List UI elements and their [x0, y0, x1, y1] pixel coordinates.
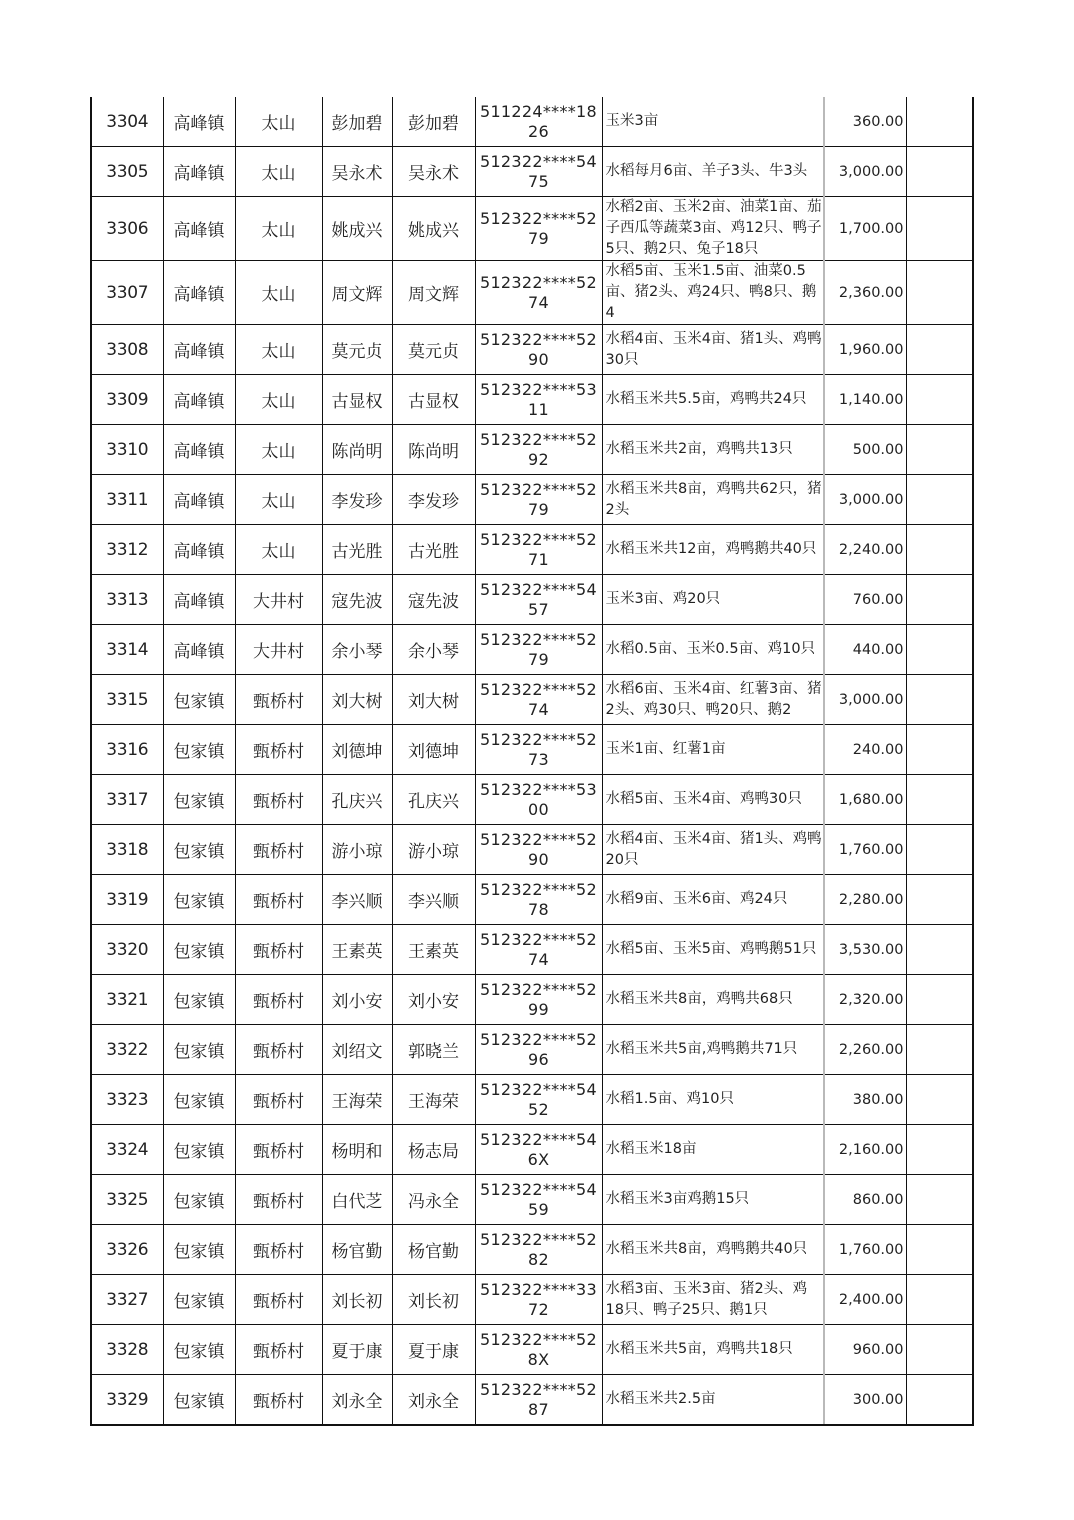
amount-cell: 2,260.00 [824, 1025, 906, 1075]
description-cell [602, 1275, 824, 1325]
table-row [91, 775, 973, 825]
blank-cell [906, 1275, 973, 1325]
village-cell: 甄桥村 [235, 1175, 322, 1225]
blank-cell [906, 575, 973, 625]
serial-number-cell: 3316 [91, 725, 163, 775]
description-text: 水稻3亩、玉米3亩、猪2头、鸡18只、鸭子25只、鹅1只 [605, 1280, 808, 1318]
id-number-cell: 512322****5274 [475, 261, 602, 325]
town-cell: 高峰镇 [163, 147, 235, 197]
village-cell: 太山 [235, 197, 322, 261]
description-cell [602, 575, 824, 625]
village-cell: 甄桥村 [235, 1325, 322, 1375]
id-number-cell: 512322****5278 [475, 875, 602, 925]
description-text: 水稻5亩、玉米5亩、鸡鸭鹅51只 [605, 941, 817, 957]
town-cell: 高峰镇 [163, 375, 235, 425]
id-number-cell: 512322****5282 [475, 1225, 602, 1275]
amount-cell: 360.00 [824, 97, 906, 147]
id-number-cell: 512322****528X [475, 1325, 602, 1375]
serial-number-cell: 3329 [91, 1375, 163, 1426]
description-text: 水稻9亩、玉米6亩、鸡24只 [605, 891, 788, 907]
serial-number-cell: 3315 [91, 675, 163, 725]
description-cell [602, 975, 824, 1025]
payee-name-cell: 古光胜 [392, 525, 475, 575]
description-text: 水稻4亩、玉米4亩、猪1头、鸡鸭30只 [605, 330, 822, 368]
id-number-cell: 512322****5299 [475, 975, 602, 1025]
description-text: 水稻每月6亩、羊子3头、牛3头 [605, 163, 808, 179]
payee-name-cell: 郭晓兰 [392, 1025, 475, 1075]
household-name-cell: 刘永全 [322, 1375, 392, 1426]
serial-number-cell: 3312 [91, 525, 163, 575]
table-row [91, 1075, 973, 1125]
blank-cell [906, 875, 973, 925]
village-cell: 甄桥村 [235, 1075, 322, 1125]
description-text: 水稻4亩、玉米4亩、猪1头、鸡鸭20只 [605, 830, 822, 868]
id-number-cell: 512322****5274 [475, 675, 602, 725]
blank-cell [906, 925, 973, 975]
serial-number-cell: 3323 [91, 1075, 163, 1125]
household-name-cell: 李兴顺 [322, 875, 392, 925]
id-number-cell: 512322****5279 [475, 197, 602, 261]
household-name-cell: 杨官勤 [322, 1225, 392, 1275]
table-row [91, 525, 973, 575]
table-row [91, 625, 973, 675]
id-number-cell: 512322****5279 [475, 625, 602, 675]
household-name-cell: 姚成兴 [322, 197, 392, 261]
payee-name-cell: 刘德坤 [392, 725, 475, 775]
blank-cell [906, 197, 973, 261]
household-name-cell: 彭加碧 [322, 97, 392, 147]
town-cell: 包家镇 [163, 725, 235, 775]
amount-cell: 860.00 [824, 1175, 906, 1225]
village-cell: 太山 [235, 325, 322, 375]
household-name-cell: 陈尚明 [322, 425, 392, 475]
household-name-cell: 刘大树 [322, 675, 392, 725]
blank-cell [906, 775, 973, 825]
serial-number-cell: 3308 [91, 325, 163, 375]
payee-name-cell: 莫元贞 [392, 325, 475, 375]
description-cell [602, 625, 824, 675]
table-row [91, 825, 973, 875]
town-cell: 包家镇 [163, 675, 235, 725]
payee-name-cell: 游小琼 [392, 825, 475, 875]
payee-name-cell: 杨官勤 [392, 1225, 475, 1275]
town-cell: 高峰镇 [163, 425, 235, 475]
payee-name-cell: 李发珍 [392, 475, 475, 525]
description-text: 水稻0.5亩、玉米0.5亩、鸡10只 [605, 641, 816, 657]
village-cell: 太山 [235, 147, 322, 197]
description-text: 水稻6亩、玉米4亩、红薯3亩、猪2头、鸡30只、鸭20只、鹅2 [605, 680, 822, 718]
town-cell: 高峰镇 [163, 525, 235, 575]
description-cell [602, 1125, 824, 1175]
serial-number-cell: 3309 [91, 375, 163, 425]
table-row [91, 475, 973, 525]
amount-cell: 500.00 [824, 425, 906, 475]
description-text: 玉米3亩 [605, 113, 659, 129]
village-cell: 甄桥村 [235, 925, 322, 975]
payee-name-cell: 王素英 [392, 925, 475, 975]
town-cell: 高峰镇 [163, 625, 235, 675]
payee-name-cell: 王海荣 [392, 1075, 475, 1125]
village-cell: 甄桥村 [235, 1275, 322, 1325]
blank-cell [906, 525, 973, 575]
amount-cell: 2,240.00 [824, 525, 906, 575]
description-cell [602, 825, 824, 875]
serial-number-cell: 3320 [91, 925, 163, 975]
blank-cell [906, 261, 973, 325]
amount-cell: 380.00 [824, 1075, 906, 1125]
village-cell: 甄桥村 [235, 675, 322, 725]
description-text: 水稻1.5亩、鸡10只 [605, 1091, 735, 1107]
table-row [91, 425, 973, 475]
household-name-cell: 寇先波 [322, 575, 392, 625]
id-number-cell: 512322****5279 [475, 475, 602, 525]
town-cell: 高峰镇 [163, 197, 235, 261]
payee-name-cell: 陈尚明 [392, 425, 475, 475]
amount-cell: 1,760.00 [824, 1225, 906, 1275]
amount-cell: 1,680.00 [824, 775, 906, 825]
household-name-cell: 刘小安 [322, 975, 392, 1025]
description-cell [602, 147, 824, 197]
id-number-cell: 511224****1826 [475, 97, 602, 147]
payee-name-cell: 李兴顺 [392, 875, 475, 925]
village-cell: 甄桥村 [235, 1375, 322, 1426]
description-cell [602, 261, 824, 325]
household-name-cell: 周文辉 [322, 261, 392, 325]
id-number-cell: 512322****5311 [475, 375, 602, 425]
town-cell: 包家镇 [163, 1025, 235, 1075]
town-cell: 高峰镇 [163, 261, 235, 325]
household-name-cell: 白代芝 [322, 1175, 392, 1225]
amount-cell: 2,160.00 [824, 1125, 906, 1175]
blank-cell [906, 147, 973, 197]
household-name-cell: 刘绍文 [322, 1025, 392, 1075]
serial-number-cell: 3328 [91, 1325, 163, 1375]
blank-cell [906, 1075, 973, 1125]
village-cell: 太山 [235, 475, 322, 525]
household-name-cell: 古光胜 [322, 525, 392, 575]
town-cell: 包家镇 [163, 825, 235, 875]
household-name-cell: 李发珍 [322, 475, 392, 525]
town-cell: 包家镇 [163, 1125, 235, 1175]
amount-cell: 2,320.00 [824, 975, 906, 1025]
id-number-cell: 512322****5290 [475, 325, 602, 375]
serial-number-cell: 3322 [91, 1025, 163, 1075]
serial-number-cell: 3327 [91, 1275, 163, 1325]
household-name-cell: 王海荣 [322, 1075, 392, 1125]
description-text: 水稻玉米共8亩，鸡鸭共68只 [605, 991, 793, 1007]
village-cell: 太山 [235, 425, 322, 475]
serial-number-cell: 3317 [91, 775, 163, 825]
description-cell [602, 425, 824, 475]
payee-name-cell: 夏于康 [392, 1325, 475, 1375]
blank-cell [906, 625, 973, 675]
town-cell: 包家镇 [163, 975, 235, 1025]
blank-cell [906, 975, 973, 1025]
blank-cell [906, 425, 973, 475]
table-row [91, 1325, 973, 1375]
town-cell: 包家镇 [163, 1375, 235, 1426]
amount-cell: 2,360.00 [824, 261, 906, 325]
payee-name-cell: 刘长初 [392, 1275, 475, 1325]
description-text: 水稻5亩、玉米4亩、鸡鸭30只 [605, 791, 802, 807]
amount-cell: 760.00 [824, 575, 906, 625]
table-row [91, 1175, 973, 1225]
blank-cell [906, 475, 973, 525]
table-body [91, 97, 973, 1425]
blank-cell [906, 725, 973, 775]
town-cell: 包家镇 [163, 1075, 235, 1125]
payee-name-cell: 余小琴 [392, 625, 475, 675]
amount-cell: 440.00 [824, 625, 906, 675]
id-number-cell: 512322****5452 [475, 1075, 602, 1125]
table-row [91, 197, 973, 261]
village-cell: 甄桥村 [235, 1225, 322, 1275]
village-cell: 太山 [235, 261, 322, 325]
blank-cell [906, 375, 973, 425]
household-name-cell: 夏于康 [322, 1325, 392, 1375]
serial-number-cell: 3310 [91, 425, 163, 475]
description-text: 水稻玉米共5亩，鸡鸭共18只 [605, 1341, 793, 1357]
description-cell [602, 875, 824, 925]
serial-number-cell: 3311 [91, 475, 163, 525]
amount-cell: 3,530.00 [824, 925, 906, 975]
id-number-cell: 512322****5274 [475, 925, 602, 975]
description-cell [602, 1225, 824, 1275]
table-row [91, 97, 973, 147]
description-text: 玉米1亩、红薯1亩 [605, 741, 726, 757]
payee-name-cell: 周文辉 [392, 261, 475, 325]
household-name-cell: 游小琼 [322, 825, 392, 875]
village-cell: 甄桥村 [235, 1125, 322, 1175]
description-text: 水稻玉米共12亩，鸡鸭鹅共40只 [605, 541, 817, 557]
amount-cell: 240.00 [824, 725, 906, 775]
description-text: 水稻玉米共2.5亩 [605, 1391, 716, 1407]
village-cell: 大井村 [235, 575, 322, 625]
town-cell: 高峰镇 [163, 575, 235, 625]
household-name-cell: 杨明和 [322, 1125, 392, 1175]
blank-cell [906, 1025, 973, 1075]
town-cell: 包家镇 [163, 1175, 235, 1225]
household-name-cell: 孔庆兴 [322, 775, 392, 825]
blank-cell [906, 97, 973, 147]
serial-number-cell: 3306 [91, 197, 163, 261]
household-name-cell: 刘德坤 [322, 725, 392, 775]
id-number-cell: 512322****5290 [475, 825, 602, 875]
description-text: 玉米3亩、鸡20只 [605, 591, 721, 607]
description-cell [602, 197, 824, 261]
table-row [91, 1275, 973, 1325]
payee-name-cell: 彭加碧 [392, 97, 475, 147]
blank-cell [906, 1325, 973, 1375]
description-cell [602, 725, 824, 775]
id-number-cell: 512322****5475 [475, 147, 602, 197]
table-row [91, 147, 973, 197]
town-cell: 高峰镇 [163, 97, 235, 147]
serial-number-cell: 3304 [91, 97, 163, 147]
blank-cell [906, 1125, 973, 1175]
table-row [91, 1375, 973, 1426]
payee-name-cell: 刘永全 [392, 1375, 475, 1426]
village-cell: 甄桥村 [235, 825, 322, 875]
description-cell [602, 1175, 824, 1225]
description-text: 水稻玉米共2亩，鸡鸭共13只 [605, 441, 793, 457]
serial-number-cell: 3314 [91, 625, 163, 675]
village-cell: 太山 [235, 525, 322, 575]
amount-cell: 1,140.00 [824, 375, 906, 425]
description-text: 水稻玉米3亩鸡鹅15只 [605, 1191, 750, 1207]
description-cell [602, 97, 824, 147]
id-number-cell: 512322****3372 [475, 1275, 602, 1325]
table-row [91, 575, 973, 625]
amount-cell: 2,400.00 [824, 1275, 906, 1325]
payee-name-cell: 吴永术 [392, 147, 475, 197]
amount-cell: 960.00 [824, 1325, 906, 1375]
village-cell: 太山 [235, 97, 322, 147]
serial-number-cell: 3325 [91, 1175, 163, 1225]
town-cell: 包家镇 [163, 875, 235, 925]
payee-name-cell: 刘大树 [392, 675, 475, 725]
village-cell: 甄桥村 [235, 875, 322, 925]
description-text: 水稻玉米共5.5亩，鸡鸭共24只 [605, 391, 807, 407]
subsidy-table [90, 97, 974, 1426]
table-row [91, 325, 973, 375]
town-cell: 包家镇 [163, 1225, 235, 1275]
town-cell: 包家镇 [163, 1325, 235, 1375]
amount-cell: 300.00 [824, 1375, 906, 1426]
household-name-cell: 王素英 [322, 925, 392, 975]
description-text: 水稻玉米18亩 [605, 1141, 697, 1157]
blank-cell [906, 325, 973, 375]
serial-number-cell: 3307 [91, 261, 163, 325]
serial-number-cell: 3326 [91, 1225, 163, 1275]
village-cell: 甄桥村 [235, 775, 322, 825]
serial-number-cell: 3321 [91, 975, 163, 1025]
payee-name-cell: 刘小安 [392, 975, 475, 1025]
amount-cell: 1,760.00 [824, 825, 906, 875]
table-row [91, 725, 973, 775]
amount-cell: 2,280.00 [824, 875, 906, 925]
serial-number-cell: 3305 [91, 147, 163, 197]
description-cell [602, 1075, 824, 1125]
village-cell: 甄桥村 [235, 975, 322, 1025]
blank-cell [906, 1225, 973, 1275]
id-number-cell: 512322****5287 [475, 1375, 602, 1426]
description-cell [602, 375, 824, 425]
town-cell: 包家镇 [163, 775, 235, 825]
payee-name-cell: 寇先波 [392, 575, 475, 625]
table-row [91, 261, 973, 325]
serial-number-cell: 3324 [91, 1125, 163, 1175]
village-cell: 大井村 [235, 625, 322, 675]
table-row [91, 1025, 973, 1075]
amount-cell: 1,960.00 [824, 325, 906, 375]
id-number-cell: 512322****5459 [475, 1175, 602, 1225]
household-name-cell: 古显权 [322, 375, 392, 425]
description-cell [602, 525, 824, 575]
id-number-cell: 512322****546X [475, 1125, 602, 1175]
town-cell: 包家镇 [163, 1275, 235, 1325]
description-text: 水稻5亩、玉米1.5亩、油菜0.5亩、猪2头、鸡24只、鸭8只、鹅4 [605, 263, 817, 321]
table-row [91, 875, 973, 925]
blank-cell [906, 1175, 973, 1225]
description-text: 水稻玉米共8亩，鸡鸭共62只，猪2头 [605, 480, 822, 518]
amount-cell: 3,000.00 [824, 675, 906, 725]
serial-number-cell: 3313 [91, 575, 163, 625]
town-cell: 包家镇 [163, 925, 235, 975]
description-text: 水稻玉米共8亩，鸡鸭鹅共40只 [605, 1241, 808, 1257]
description-cell [602, 1375, 824, 1426]
blank-cell [906, 825, 973, 875]
table-row [91, 375, 973, 425]
description-cell [602, 475, 824, 525]
village-cell: 甄桥村 [235, 1025, 322, 1075]
id-number-cell: 512322****5271 [475, 525, 602, 575]
payee-name-cell: 杨志局 [392, 1125, 475, 1175]
description-text: 水稻玉米共5亩,鸡鸭鹅共71只 [605, 1041, 798, 1057]
table-row [91, 1225, 973, 1275]
payee-name-cell: 孔庆兴 [392, 775, 475, 825]
description-cell [602, 925, 824, 975]
blank-cell [906, 675, 973, 725]
serial-number-cell: 3319 [91, 875, 163, 925]
id-number-cell: 512322****5273 [475, 725, 602, 775]
description-cell [602, 775, 824, 825]
table-row [91, 925, 973, 975]
table-row [91, 1125, 973, 1175]
table-row [91, 975, 973, 1025]
amount-cell: 3,000.00 [824, 475, 906, 525]
table-row [91, 675, 973, 725]
household-name-cell: 刘长初 [322, 1275, 392, 1325]
village-cell: 甄桥村 [235, 725, 322, 775]
description-cell [602, 325, 824, 375]
household-name-cell: 余小琴 [322, 625, 392, 675]
household-name-cell: 莫元贞 [322, 325, 392, 375]
payee-name-cell: 姚成兴 [392, 197, 475, 261]
village-cell: 太山 [235, 375, 322, 425]
payee-name-cell: 古显权 [392, 375, 475, 425]
serial-number-cell: 3318 [91, 825, 163, 875]
description-cell [602, 1025, 824, 1075]
blank-cell [906, 1375, 973, 1426]
description-text: 水稻2亩、玉米2亩、油菜1亩、茄子西瓜等蔬菜3亩、鸡12只、鸭子5只、鹅2只、兔子18只 [605, 199, 822, 257]
description-cell [602, 1325, 824, 1375]
town-cell: 高峰镇 [163, 325, 235, 375]
payee-name-cell: 冯永全 [392, 1175, 475, 1225]
id-number-cell: 512322****5292 [475, 425, 602, 475]
amount-cell: 3,000.00 [824, 147, 906, 197]
town-cell: 高峰镇 [163, 475, 235, 525]
id-number-cell: 512322****5300 [475, 775, 602, 825]
amount-cell: 1,700.00 [824, 197, 906, 261]
id-number-cell: 512322****5457 [475, 575, 602, 625]
household-name-cell: 吴永术 [322, 147, 392, 197]
id-number-cell: 512322****5296 [475, 1025, 602, 1075]
description-cell [602, 675, 824, 725]
